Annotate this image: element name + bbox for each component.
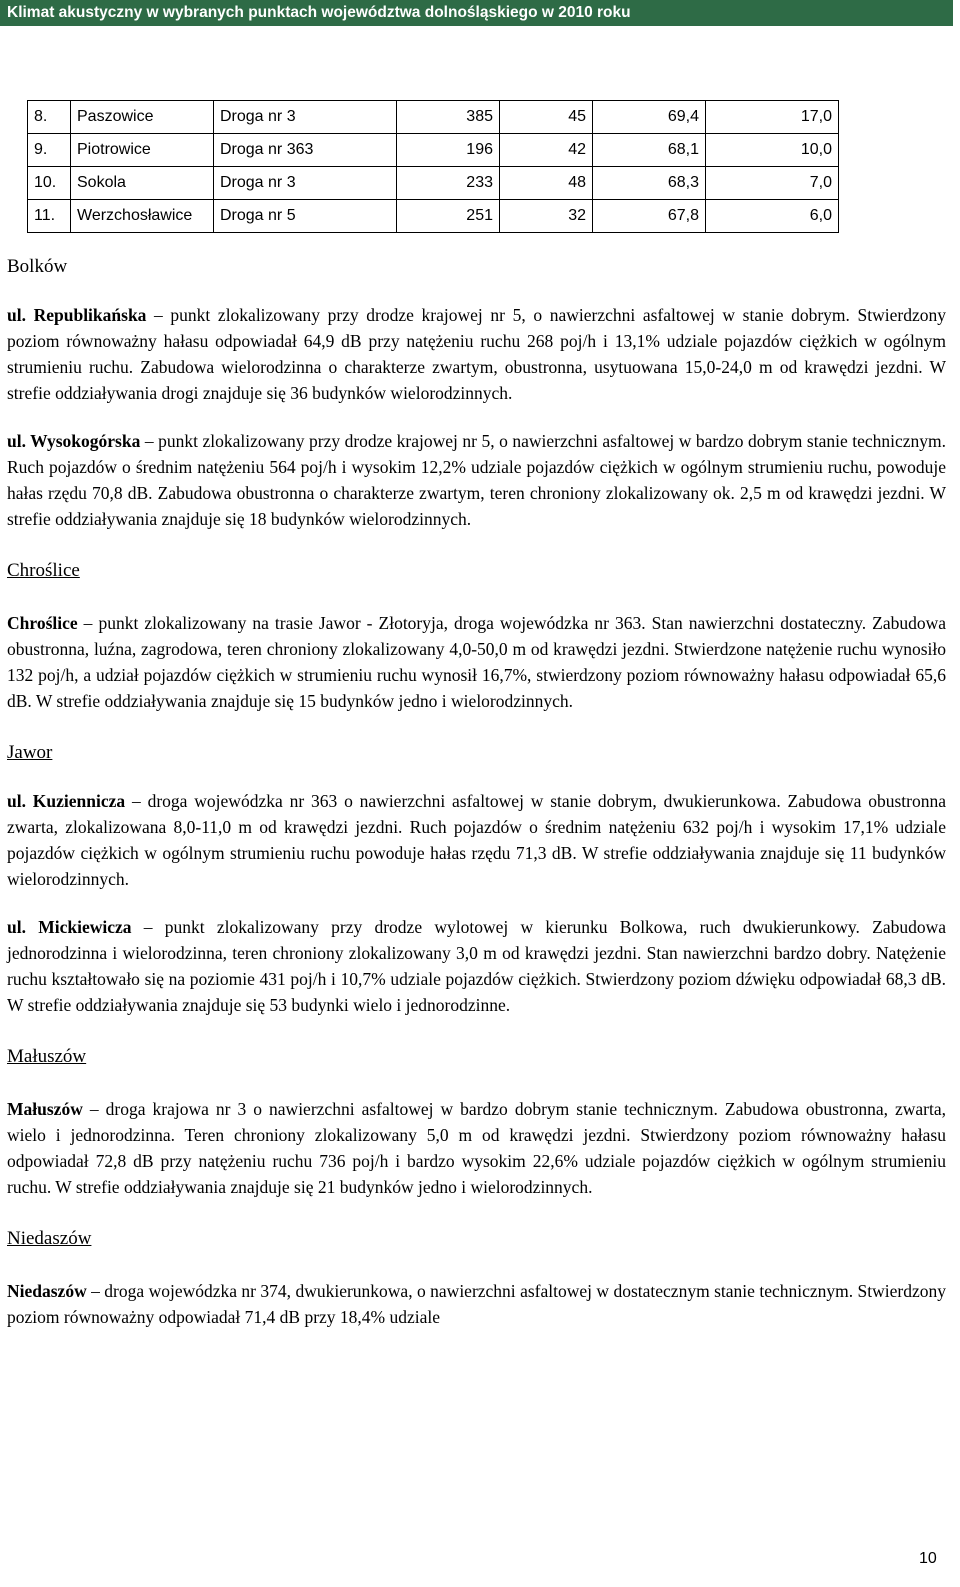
table-row <box>28 134 839 167</box>
header-title: Klimat akustyczny w wybranych punktach województwa dolnośląskiego w 2010 roku <box>7 4 631 21</box>
table-cell: 45 <box>500 101 593 134</box>
table-cell: 233 <box>397 167 500 200</box>
table-cell: 17,0 <box>706 101 839 134</box>
table-row <box>28 167 839 200</box>
place-name: Małuszów <box>7 1099 83 1119</box>
street-name: ul. Kuziennicza <box>7 791 126 811</box>
document-header <box>0 0 953 26</box>
table-cell: Droga nr 3 <box>214 101 397 134</box>
place-name: Chroślice <box>7 613 78 633</box>
paragraph-kuziennicza: ul. Kuziennicza – droga wojewódzka nr 363 o nawierzchni asfaltowej w stanie dobrym, dwukierunkowa. Zabudowa obustronna zwarta, zlokalizowana 8,0-11,0 m od krawędzi jezdni. Ruch pojazdów o średnim natężeniu 632 poj/h i wysokim 17,1% udziale pojazdów ciężkich w ogólnym strumieniu ruchu powoduje hałas rzędu 71,3 dB. W strefie oddziaływania znajduje się 11 budynków wielorodzinnych. <box>7 791 947 889</box>
table-cell: 196 <box>397 134 500 167</box>
table-cell: 7,0 <box>706 167 839 200</box>
street-name: ul. Wysokogórska <box>7 431 141 451</box>
table-cell: Paszowice <box>71 101 214 134</box>
measurement-table <box>27 100 839 233</box>
street-name: ul. Mickiewicza <box>7 917 132 937</box>
table-cell: 8. <box>28 101 71 134</box>
table-cell: 32 <box>500 200 593 233</box>
table-cell: 10. <box>28 167 71 200</box>
table-cell: 10,0 <box>706 134 839 167</box>
paragraph-mickiewicza: ul. Mickiewicza – punkt zlokalizowany przy drodze wylotowej w kierunku Bolkowa, ruch dwukierunkowy. Zabudowa jednorodzinna i wielorodzinna, teren chroniony zlokalizowany 3,0 m od krawędzi jezdni. Stan nawierzchni bardzo dobry. Natężenie ruchu kształtowało się na poziomie 431 poj/h i 10,7% udziale pojazdów ciężkich. Stwierdzony poziom dźwięku odpowiadał 68,3 dB. W strefie oddziaływania znajduje się 53 budynki wielo i jednorodzinne. <box>7 917 946 1015</box>
table-cell: 11. <box>28 200 71 233</box>
table-cell: 9. <box>28 134 71 167</box>
section-heading-jawor: Jawor <box>7 742 53 763</box>
table-cell: 48 <box>500 167 593 200</box>
table-row <box>28 101 839 134</box>
table-cell: Droga nr 3 <box>214 167 397 200</box>
table-row <box>28 200 839 233</box>
table-cell: 6,0 <box>706 200 839 233</box>
page-number: 10 <box>919 1550 937 1567</box>
table-cell: 68,1 <box>593 134 706 167</box>
table-cell: 251 <box>397 200 500 233</box>
section-heading-maluszow: Małuszów <box>7 1046 87 1067</box>
table-cell: 385 <box>397 101 500 134</box>
table-cell: Droga nr 363 <box>214 134 397 167</box>
place-name: Niedaszów <box>7 1281 87 1301</box>
table-cell: 68,3 <box>593 167 706 200</box>
table-cell: 67,8 <box>593 200 706 233</box>
table-cell: Werzchosławice <box>71 200 214 233</box>
section-heading-bolkow: Bolków <box>7 256 68 277</box>
paragraph-maluszow: Małuszów – droga krajowa nr 3 o nawierzchni asfaltowej w bardzo dobrym stanie technicznym. Zabudowa obustronna, zwarta, wielo i jednorodzinna. Teren chroniony zlokalizowany 5,0 m od krawędzi jezdni. Stwierdzony poziom równoważny hałasu odpowiadał 72,8 dB przy natężeniu ruchu 736 poj/h i bardzo wysokim 22,6% udziale pojazdów ciężkich w ogólnym strumieniu ruchu. W strefie oddziaływania znajduje się 21 budynków jedno i wielorodzinnych. <box>7 1099 946 1197</box>
paragraph-republikanska: ul. Republikańska – punkt zlokalizowany przy drodze krajowej nr 5, o nawierzchni asfaltowej w stanie dobrym. Stwierdzony poziom równoważny hałasu odpowiadał 64,9 dB przy natężeniu ruchu 268 poj/h i 13,1% udziale pojazdów ciężkich w ogólnym strumieniu ruchu. Zabudowa wielorodzinna o charakterze zwartym, obustronna, usytuowana 15,0-24,0 m od krawędzi jezdni. W strefie oddziaływania drogi znajduje się 36 budynków wielorodzinnych. <box>7 305 946 403</box>
table-cell: 69,4 <box>593 101 706 134</box>
street-name: ul. Republikańska <box>7 305 147 325</box>
document-body <box>7 254 946 1330</box>
paragraph-chroslice: Chroślice – punkt zlokalizowany na trasie Jawor - Złotoryja, droga wojewódzka nr 363. Stan nawierzchni dostateczny. Zabudowa obustronna, luźna, zagrodowa, teren chroniony zlokalizowany 4,0-50,0 m od krawędzi jezdni. Stwierdzone natężenie ruchu wynosiło 132 poj/h, a udział pojazdów ciężkich w strumieniu ruchu wynosił 16,7%, stwierdzony poziom równoważny hałasu odpowiadał 65,6 dB. W strefie oddziaływania znajduje się 15 budynków jedno i wielorodzinnych. <box>7 613 946 711</box>
paragraph-wysokogorska: ul. Wysokogórska – punkt zlokalizowany przy drodze krajowej nr 5, o nawierzchni asfaltowej w bardzo dobrym stanie technicznym. Ruch pojazdów o średnim natężeniu 564 poj/h i wysokim 12,2% udziale pojazdów ciężkich w ogólnym strumieniu ruchu, powoduje hałas rzędu 70,8 dB. Zabudowa obustronna o charakterze zwartym, teren chroniony zlokalizowany ok. 2,5 m od krawędzi jezdni. W strefie oddziaływania znajduje się 18 budynków wielorodzinnych. <box>7 431 946 529</box>
section-heading-chroslice: Chroślice <box>7 560 80 581</box>
table-cell: Droga nr 5 <box>214 200 397 233</box>
section-heading-niedaszow: Niedaszów <box>7 1228 92 1249</box>
table-cell: Sokola <box>71 167 214 200</box>
table-cell: Piotrowice <box>71 134 214 167</box>
table-cell: 42 <box>500 134 593 167</box>
paragraph-niedaszow: Niedaszów – droga wojewódzka nr 374, dwukierunkowa, o nawierzchni asfaltowej w dostatecznym stanie technicznym. Stwierdzony poziom równoważny odpowiadał 71,4 dB przy 18,4% udziale <box>7 1281 946 1327</box>
